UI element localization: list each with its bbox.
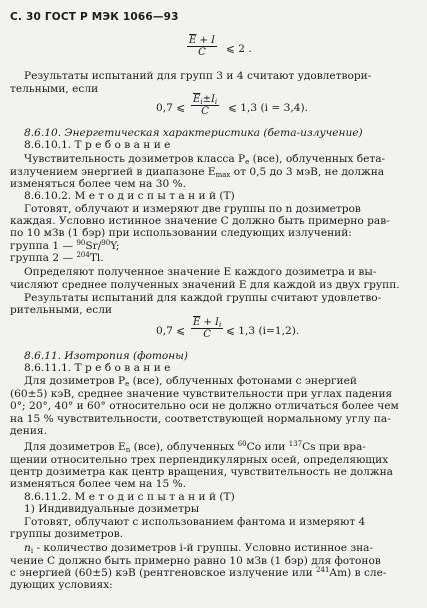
page-header: С. 30 ГОСТ Р МЭК 1066—93 xyxy=(10,11,179,23)
p6-line-3: 0°; 20°, 40° и 60° относительно оси не должно отличаться более чем xyxy=(10,400,399,412)
p1-line-1: Результаты испытаний для групп 3 и 4 считают удовлетвори- xyxy=(24,70,372,82)
formula-1-relation: ⩽ 2 . xyxy=(226,43,252,55)
p3-line-3: по 10 мЗв (1 бэр) при использовании следующих излучений: xyxy=(10,227,352,239)
p7-line-3: центр дозиметра как центр вращения, чувствительность не должна xyxy=(10,466,393,478)
p2-line-2: излучением энергией в диапазоне $E_{max}$ от 0,5 до 3 мэВ, не должна xyxy=(10,166,385,179)
formula-3-i-sub: i xyxy=(219,321,222,329)
p9-line-2: группы дозиметров. xyxy=(10,528,124,540)
formula-3-fraction xyxy=(191,317,223,340)
p5-line-1: Результаты испытаний для каждой группы считают удовлетво- xyxy=(24,292,382,304)
section-8-6-11-2-title: 8.6.11.2. М е т о д и с п ы т а н и й (Т) xyxy=(24,491,235,503)
p3-line-1: Готовят, облучают и измеряют две группы по n дозиметров xyxy=(24,203,361,215)
section-8-6-10-title: 8.6.10. Энергетическая характеристика (бета-излучение) xyxy=(24,127,363,139)
p1-line-2: тельными, если xyxy=(10,83,99,95)
formula-3-pre: 0,7 ⩽ xyxy=(156,325,186,337)
p2-line-3: изменяться более чем на 30 %. xyxy=(10,178,187,190)
formula-2-post: ⩽ 1,3 (i = 3,4). xyxy=(228,102,308,114)
p2-line-1: Чувствительность дозиметров класса $P_e$ (все), облученных бета- xyxy=(24,153,386,166)
p4-line-2: числяют среднее полученных значений E для каждой из двух групп. xyxy=(10,279,400,291)
p7-line-1: Для дозиметров $E_n$ (все), облученных $^{60}$Co или $^{137}$Cs при вра- xyxy=(24,440,366,454)
formula-3-post: ⩽ 1,3 (i=1,2). xyxy=(226,325,300,337)
section-8-6-10-2-title: 8.6.10.2. М е т о д и с п ы т а н и й (Т) xyxy=(24,190,235,202)
formula-3-e: $\overline{E}$ xyxy=(193,317,201,328)
section-8-6-11-1-title: 8.6.11.1. Т р е б о в а н и е xyxy=(24,362,171,374)
formula-2-e: $\overline{E}$ xyxy=(193,94,201,105)
p4-line-1: Определяют полученное значение E каждого дозиметра и вы- xyxy=(24,266,377,278)
formula-1-plus-i: + I xyxy=(199,35,216,46)
p10-line-3: с энергией (60±5) кэВ (рентгеновское излучение или $^{241}$Am) в сле- xyxy=(10,566,387,579)
formula-1-fraction xyxy=(187,35,217,58)
formula-3-c: C xyxy=(203,329,211,340)
p5-line-2: рительными, если xyxy=(10,304,112,316)
formula-1-e: $\overline{E}$ xyxy=(189,35,197,46)
p10-line-2: чение C должно быть примерно равно 10 мЗв (1 бэр) для фотонов xyxy=(10,555,381,567)
formula-1-c: C xyxy=(198,47,206,58)
section-8-6-11-title: 8.6.11. Изотропия (фотоны) xyxy=(24,350,189,362)
p8-line-1: 1) Индивидуальные дозиметры xyxy=(24,503,200,515)
formula-2-i-sub: i xyxy=(214,98,218,106)
p10-line-4: дующих условиях: xyxy=(10,579,113,591)
formula-3-plus-i: + I xyxy=(203,317,220,328)
formula-2-e-sub: i xyxy=(200,98,203,106)
p3-line-5: группа 2 — $^{204}$Tl. xyxy=(10,251,104,264)
p3-line-2: каждая. Условно истинное значение C должно быть примерно рав- xyxy=(10,215,390,227)
p6-line-2: (60±5) кэВ, среднее значение чувствительности при углах падения xyxy=(10,388,393,400)
formula-2-pre: 0,7 ⩽ xyxy=(156,102,186,114)
p7-line-4: изменяться более чем на 15 %. xyxy=(10,478,187,490)
p10-line-1: $n_i$ - количество дозиметров i-й группы. Условно истинное зна- xyxy=(24,542,374,555)
p6-line-5: дения. xyxy=(10,425,47,437)
p7-line-2: щении относительно трех перпендикулярных осей, определяющих xyxy=(10,454,389,466)
formula-2-c: C xyxy=(201,106,209,117)
p3-line-4: группа 1 — $^{90}$Sr/$^{90}$Y; xyxy=(10,239,120,252)
p9-line-1: Готовят, облучают с использованием фантома и измеряют 4 xyxy=(24,516,366,528)
formula-2-fraction xyxy=(191,94,219,117)
p6-line-1: Для дозиметров $P_e$ (все), облученных фотонами с энергией xyxy=(24,375,357,388)
section-8-6-10-1-title: 8.6.10.1. Т р е б о в а н и е xyxy=(24,139,171,151)
p6-line-4: на 15 % чувствительности, соответствующей нормальному углу па- xyxy=(10,413,391,425)
formula-2-pm-i: ±I xyxy=(202,94,215,105)
